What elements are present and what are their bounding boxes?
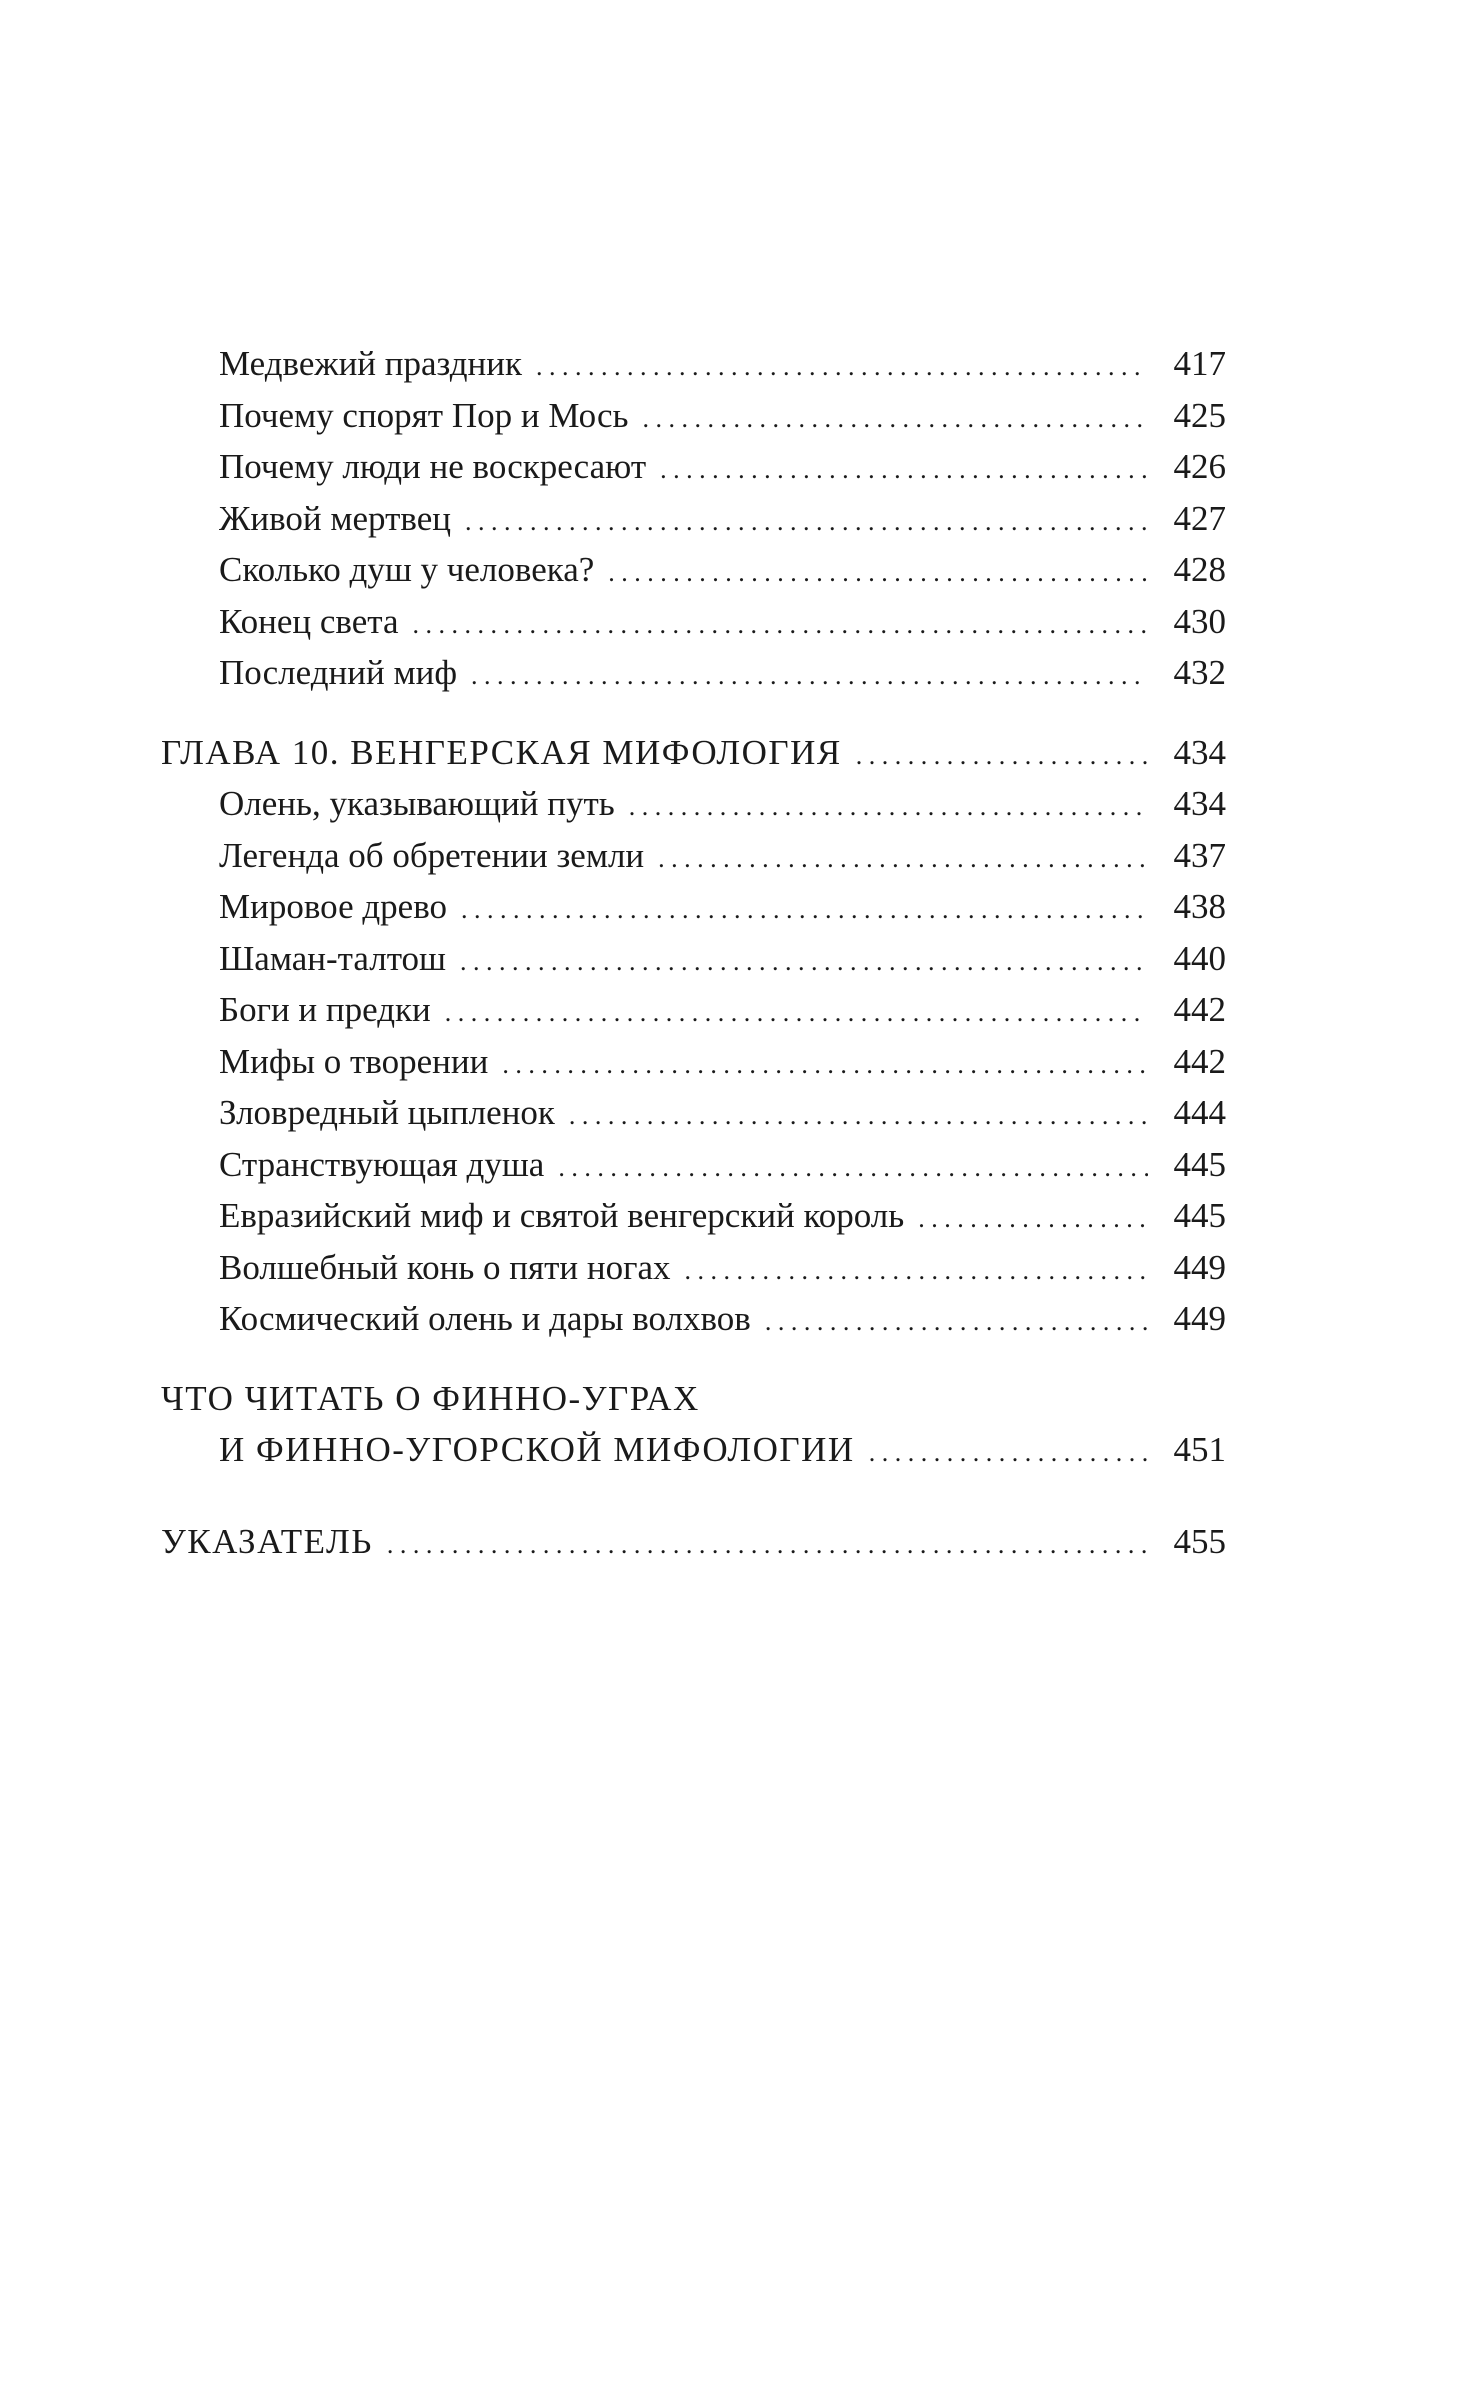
toc-entry-title: Мифы о творении [219,1041,489,1081]
toc-entry-page: 444 [1173,1093,1226,1132]
toc-entry-page: 445 [1173,1196,1226,1235]
toc-entry[interactable] [161,596,1226,648]
toc-entry-title: Шаман-талтош [219,938,446,978]
toc-entry-page: 428 [1173,550,1226,589]
toc-entry[interactable] [161,338,1226,390]
toc-entry-page: 417 [1173,344,1226,383]
leader-dots [869,1424,1148,1479]
index-page: 455 [1173,1521,1226,1561]
leader-dots [387,1516,1148,1571]
index-title: УКАЗАТЕЛЬ [161,1521,373,1561]
reading-title-line1: ЧТО ЧИТАТЬ О ФИННО-УГРАХ [161,1378,700,1418]
table-of-contents [161,338,1226,1567]
reading-page: 451 [1173,1430,1226,1469]
leader-dots [918,1190,1148,1245]
toc-entry[interactable] [161,493,1226,545]
toc-entry-title: Последний миф [219,653,458,692]
toc-entry[interactable] [161,1139,1226,1191]
leader-dots [660,441,1148,496]
leader-dots [629,778,1148,833]
leader-dots [461,881,1148,936]
toc-entry-page: 445 [1173,1144,1226,1184]
toc-entry[interactable] [161,647,1226,699]
toc-entry-page: 442 [1173,1041,1226,1081]
toc-entry[interactable] [161,1190,1226,1242]
toc-entry-title: Странствующая душа [219,1144,545,1184]
toc-entry[interactable] [161,544,1226,596]
toc-reading-heading-line1[interactable] [161,1373,1226,1425]
chapter-page: 434 [1173,732,1226,772]
toc-entry[interactable] [161,1036,1226,1088]
toc-entry[interactable] [161,1293,1226,1345]
leader-dots [569,1087,1148,1142]
toc-reading-heading-line2[interactable] [161,1424,1226,1476]
toc-entry-page: 437 [1173,835,1226,875]
toc-entry-page: 440 [1173,938,1226,978]
leader-dots [765,1293,1148,1348]
toc-entry[interactable] [161,390,1226,442]
toc-entry-title: Космический олень и дары волхвов [219,1299,751,1338]
toc-index-heading[interactable] [161,1516,1226,1568]
toc-entry-page: 426 [1173,447,1226,486]
toc-entry-title: Медвежий праздник [219,344,523,383]
toc-entry-page: 427 [1173,498,1226,538]
leader-dots [413,596,1149,651]
toc-entry-title: Живой мертвец [219,498,451,538]
leader-dots [856,727,1148,782]
toc-entry-title: Почему спорят Пор и Мось [219,395,629,435]
toc-entry[interactable] [161,933,1226,985]
toc-entry[interactable] [161,830,1226,882]
leader-dots [460,933,1148,988]
leader-dots [465,493,1148,548]
toc-entry-page: 449 [1173,1299,1226,1338]
toc-entry-page: 425 [1173,395,1226,435]
leader-dots [658,830,1148,885]
chapter-title: ГЛАВА 10. ВЕНГЕРСКАЯ МИФОЛОГИЯ [161,732,842,772]
toc-entry-page: 442 [1173,990,1226,1029]
reading-title-line2: И ФИННО-УГОРСКОЙ МИФОЛОГИИ [219,1430,855,1469]
toc-entry-title: Боги и предки [219,990,431,1029]
leader-dots [608,544,1148,599]
leader-dots [642,390,1148,445]
leader-dots [558,1139,1148,1194]
toc-entry-title: Почему люди не воскресают [219,447,647,486]
toc-entry-title: Волшебный конь о пяти ногах [219,1247,671,1287]
toc-entry-title: Олень, указывающий путь [219,784,615,823]
toc-entry[interactable] [161,1242,1226,1294]
toc-entry-title: Легенда об обретении земли [219,835,645,875]
toc-entry[interactable] [161,881,1226,933]
toc-entry-title: Сколько душ у человека? [219,550,595,589]
toc-entry-page: 438 [1173,887,1226,926]
leader-dots [536,338,1148,393]
toc-chapter-heading[interactable] [161,727,1226,779]
toc-entry[interactable] [161,441,1226,493]
toc-entry-page: 432 [1173,653,1226,692]
toc-entry[interactable] [161,984,1226,1036]
toc-entry-page: 430 [1173,601,1226,641]
leader-dots [445,984,1148,1039]
toc-entry-page: 449 [1173,1247,1226,1287]
toc-entry-page: 434 [1173,784,1226,823]
toc-entry[interactable] [161,1087,1226,1139]
toc-entry-title: Зловредный цыпленок [219,1093,555,1132]
toc-entry-title: Мировое древо [219,887,447,926]
leader-dots [502,1036,1148,1091]
leader-dots [471,647,1148,702]
toc-entry[interactable] [161,778,1226,830]
toc-entry-title: Евразийский миф и святой венгерский король [219,1196,905,1235]
leader-dots [685,1242,1148,1297]
toc-entry-title: Конец света [219,601,399,641]
